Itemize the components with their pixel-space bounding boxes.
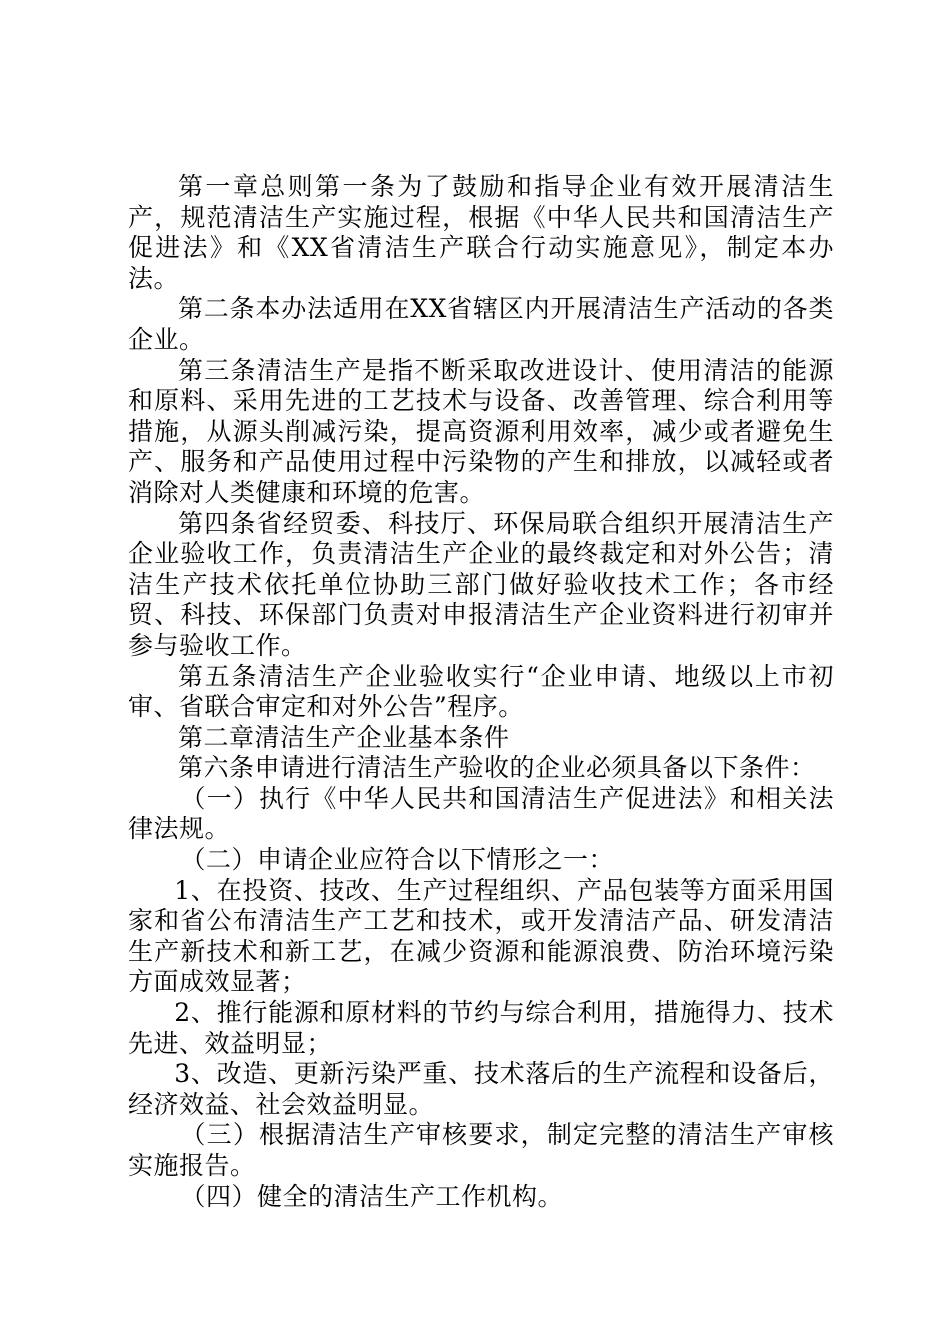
- paragraph-article3: 第三条清洁生产是指不断采取改进设计、使用清洁的能源和原料、采用先进的工艺技术与设备、改善管理、综合利用等措施，从源头削减污染，提高资源利用效率，减少或者避免生产、服务和产品使用过程中污染物的产生和排放，以减轻或者消除对人类健康和环境的危害。: [128, 355, 834, 507]
- paragraph-article5: 第五条清洁生产企业验收实行“企业申请、地级以上市初审、省联合审定和对外公告”程序。: [128, 661, 834, 722]
- condition-2-item-1: 1、在投资、技改、生产过程组织、产品包装等方面采用国家和省公布清洁生产工艺和技术，或开发清洁产品、研发清洁生产新技术和新工艺，在减少资源和能源浪费、防治环境污染方面成效显著；: [128, 875, 834, 997]
- condition-2-item-3: 3、改造、更新污染严重、技术落后的生产流程和设备后，经济效益、社会效益明显。: [128, 1059, 834, 1119]
- condition-4: （四）健全的清洁生产工作机构。: [180, 1181, 564, 1211]
- paragraph-article4: 第四条省经贸委、科技厅、环保局联合组织开展清洁生产企业验收工作，负责清洁生产企业的最终裁定和对外公告；清洁生产技术依托单位协助三部门做好验收技术工作；各市经贸、科技、环保部门负责对申报清洁生产企业资料进行初审并参与验收工作。: [128, 508, 834, 660]
- condition-2-item-2: 2、推行能源和原材料的节约与综合利用，措施得力、技术先进、效益明显；: [128, 998, 834, 1058]
- paragraph-article2: 第二条本办法适用在XX省辖区内开展清洁生产活动的各类企业。: [128, 294, 834, 354]
- paragraph-chapter1-article1: 第一章总则第一条为了鼓励和指导企业有效开展清洁生产，规范清洁生产实施过程，根据《中华人民共和国清洁生产促进法》和《XX省清洁生产联合行动实施意见》，制定本办法。: [128, 172, 834, 293]
- paragraph-article6: 第六条申请进行清洁生产验收的企业必须具备以下条件：: [178, 753, 816, 783]
- condition-1: （一）执行《中华人民共和国清洁生产促进法》和相关法律法规。: [128, 783, 834, 844]
- condition-2: （二）申请企业应符合以下情形之一：: [180, 845, 615, 875]
- document-body: [128, 172, 834, 1212]
- condition-3: （三）根据清洁生产审核要求，制定完整的清洁生产审核实施报告。: [128, 1120, 834, 1180]
- chapter2-heading: 第二章清洁生产企业基本条件: [178, 722, 510, 752]
